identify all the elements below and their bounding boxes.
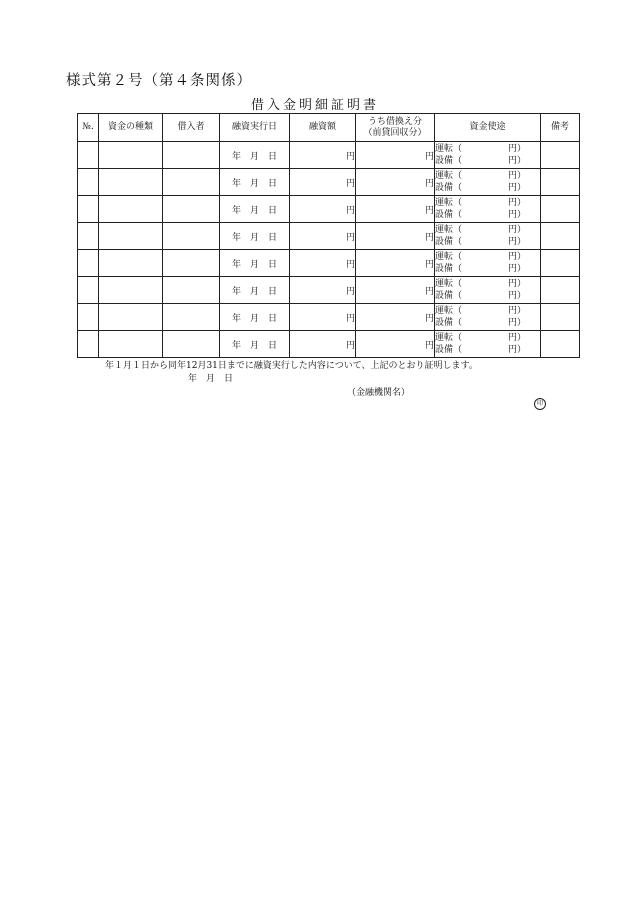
usage-operating — [435, 278, 540, 290]
certification-statement: 年１月１日から同年12月31日までに融資実行した内容について、上記のとおり証明します。 — [105, 361, 478, 371]
cell-no[interactable] — [78, 277, 99, 304]
table-body — [78, 142, 580, 358]
usage-operating-unit: 円） — [507, 198, 526, 208]
cell-fund-type[interactable] — [99, 331, 163, 358]
usage-equipment-unit: 円） — [507, 210, 526, 220]
usage-equipment-unit: 円） — [507, 291, 526, 301]
cell-fund-type[interactable] — [99, 196, 163, 223]
usage-operating — [435, 224, 540, 236]
cell-remarks[interactable] — [541, 169, 580, 196]
cell-amount[interactable]: 円 — [290, 169, 356, 196]
usage-equipment — [435, 155, 540, 167]
usage-operating-unit: 円） — [507, 333, 526, 343]
cell-fund-type[interactable] — [99, 223, 163, 250]
cell-refinance[interactable]: 円 — [356, 169, 435, 196]
cell-amount[interactable]: 円 — [290, 223, 356, 250]
cell-execution-date[interactable]: 年 月 日 — [220, 196, 290, 223]
table-row — [78, 169, 580, 196]
cell-borrower[interactable] — [163, 169, 220, 196]
usage-operating-unit: 円） — [507, 144, 526, 154]
usage-operating-unit: 円） — [507, 252, 526, 262]
usage-equipment — [435, 317, 540, 329]
table-row — [78, 142, 580, 169]
cell-no[interactable] — [78, 250, 99, 277]
cell-amount[interactable]: 円 — [290, 250, 356, 277]
usage-operating — [435, 143, 540, 155]
document-title: 借入金明細証明書 — [250, 98, 379, 113]
cell-no[interactable] — [78, 196, 99, 223]
cell-execution-date[interactable]: 年 月 日 — [220, 250, 290, 277]
usage-equipment-label: 設備（ — [435, 183, 463, 193]
cell-fund-type[interactable] — [99, 169, 163, 196]
usage-equipment — [435, 182, 540, 194]
usage-operating-label: 運転（ — [435, 252, 463, 262]
usage-operating — [435, 197, 540, 209]
cell-usage[interactable] — [435, 223, 541, 250]
cell-remarks[interactable] — [541, 223, 580, 250]
usage-equipment-label: 設備（ — [435, 210, 463, 220]
table-row — [78, 331, 580, 358]
cell-usage[interactable] — [435, 250, 541, 277]
usage-equipment-label: 設備（ — [435, 345, 463, 355]
cell-no[interactable] — [78, 331, 99, 358]
cell-usage[interactable] — [435, 331, 541, 358]
usage-operating-label: 運転（ — [435, 306, 463, 316]
header-amount: 融資額 — [290, 114, 356, 142]
cell-remarks[interactable] — [541, 277, 580, 304]
header-fund-type: 資金の種類 — [99, 114, 163, 142]
header-usage: 資金使途 — [435, 114, 541, 142]
usage-equipment — [435, 209, 540, 221]
usage-equipment — [435, 263, 540, 275]
cell-fund-type[interactable] — [99, 142, 163, 169]
usage-equipment-label: 設備（ — [435, 237, 463, 247]
usage-equipment — [435, 344, 540, 356]
cell-borrower[interactable] — [163, 223, 220, 250]
cell-no[interactable] — [78, 169, 99, 196]
table-row — [78, 304, 580, 331]
cell-no[interactable] — [78, 223, 99, 250]
cell-usage[interactable] — [435, 196, 541, 223]
cell-remarks[interactable] — [541, 331, 580, 358]
usage-equipment-label: 設備（ — [435, 156, 463, 166]
cell-borrower[interactable] — [163, 142, 220, 169]
form-number: 様式第２号（第４条関係） — [66, 73, 252, 89]
header-execution-date: 融資実行日 — [220, 114, 290, 142]
cell-execution-date[interactable]: 年 月 日 — [220, 331, 290, 358]
header-refinance-line2: （前貸回収分） — [363, 127, 427, 138]
cell-refinance[interactable]: 円 — [356, 304, 435, 331]
cell-usage[interactable] — [435, 169, 541, 196]
usage-equipment-unit: 円） — [507, 264, 526, 274]
header-refinance — [356, 114, 435, 142]
cell-amount[interactable]: 円 — [290, 304, 356, 331]
seal-mark: 印 — [534, 398, 546, 410]
cell-fund-type[interactable] — [99, 277, 163, 304]
usage-equipment-unit: 円） — [507, 345, 526, 355]
cell-amount[interactable]: 円 — [290, 196, 356, 223]
table-header-row — [78, 114, 580, 142]
certification-date: 年 月 日 — [188, 374, 234, 384]
cell-remarks[interactable] — [541, 304, 580, 331]
usage-equipment — [435, 236, 540, 248]
cell-refinance[interactable]: 円 — [356, 142, 435, 169]
table-row — [78, 223, 580, 250]
usage-operating-label: 運転（ — [435, 198, 463, 208]
usage-operating-label: 運転（ — [435, 333, 463, 343]
cell-borrower[interactable] — [163, 250, 220, 277]
usage-operating-unit: 円） — [507, 306, 526, 316]
cell-execution-date[interactable]: 年 月 日 — [220, 304, 290, 331]
loan-detail-table — [77, 113, 580, 358]
cell-fund-type[interactable] — [99, 250, 163, 277]
cell-refinance[interactable]: 円 — [356, 331, 435, 358]
usage-operating-label: 運転（ — [435, 171, 463, 181]
cell-borrower[interactable] — [163, 196, 220, 223]
cell-remarks[interactable] — [541, 142, 580, 169]
usage-operating — [435, 170, 540, 182]
usage-operating — [435, 251, 540, 263]
usage-operating-label: 運転（ — [435, 225, 463, 235]
header-refinance-line1: うち借換え分 — [367, 116, 422, 127]
cell-borrower[interactable] — [163, 304, 220, 331]
usage-equipment-unit: 円） — [507, 237, 526, 247]
table-row — [78, 196, 580, 223]
cell-refinance[interactable]: 円 — [356, 223, 435, 250]
cell-execution-date[interactable]: 年 月 日 — [220, 169, 290, 196]
header-no: №. — [78, 114, 99, 142]
usage-equipment — [435, 290, 540, 302]
usage-operating-unit: 円） — [507, 171, 526, 181]
cell-remarks[interactable] — [541, 196, 580, 223]
usage-operating-unit: 円） — [507, 279, 526, 289]
header-remarks: 備考 — [541, 114, 580, 142]
cell-borrower[interactable] — [163, 277, 220, 304]
cell-no[interactable] — [78, 304, 99, 331]
cell-refinance[interactable]: 円 — [356, 250, 435, 277]
cell-refinance[interactable]: 円 — [356, 277, 435, 304]
cell-execution-date[interactable]: 年 月 日 — [220, 142, 290, 169]
institution-name-field: （金融機関名） — [347, 388, 411, 398]
cell-fund-type[interactable] — [99, 304, 163, 331]
usage-equipment-unit: 円） — [507, 156, 526, 166]
usage-equipment-unit: 円） — [507, 318, 526, 328]
usage-operating-label: 運転（ — [435, 279, 463, 289]
usage-equipment-unit: 円） — [507, 183, 526, 193]
cell-execution-date[interactable]: 年 月 日 — [220, 223, 290, 250]
table-row — [78, 250, 580, 277]
cell-remarks[interactable] — [541, 250, 580, 277]
cell-usage[interactable] — [435, 304, 541, 331]
cell-borrower[interactable] — [163, 331, 220, 358]
cell-no[interactable] — [78, 142, 99, 169]
table-row — [78, 277, 580, 304]
usage-operating-label: 運転（ — [435, 144, 463, 154]
cell-amount[interactable]: 円 — [290, 142, 356, 169]
cell-amount[interactable]: 円 — [290, 331, 356, 358]
cell-usage[interactable] — [435, 142, 541, 169]
cell-usage[interactable] — [435, 277, 541, 304]
usage-operating — [435, 332, 540, 344]
usage-equipment-label: 設備（ — [435, 264, 463, 274]
usage-operating — [435, 305, 540, 317]
usage-operating-unit: 円） — [507, 225, 526, 235]
usage-equipment-label: 設備（ — [435, 318, 463, 328]
cell-refinance[interactable]: 円 — [356, 196, 435, 223]
usage-equipment-label: 設備（ — [435, 291, 463, 301]
cell-execution-date[interactable]: 年 月 日 — [220, 277, 290, 304]
cell-amount[interactable]: 円 — [290, 277, 356, 304]
header-borrower: 借入者 — [163, 114, 220, 142]
